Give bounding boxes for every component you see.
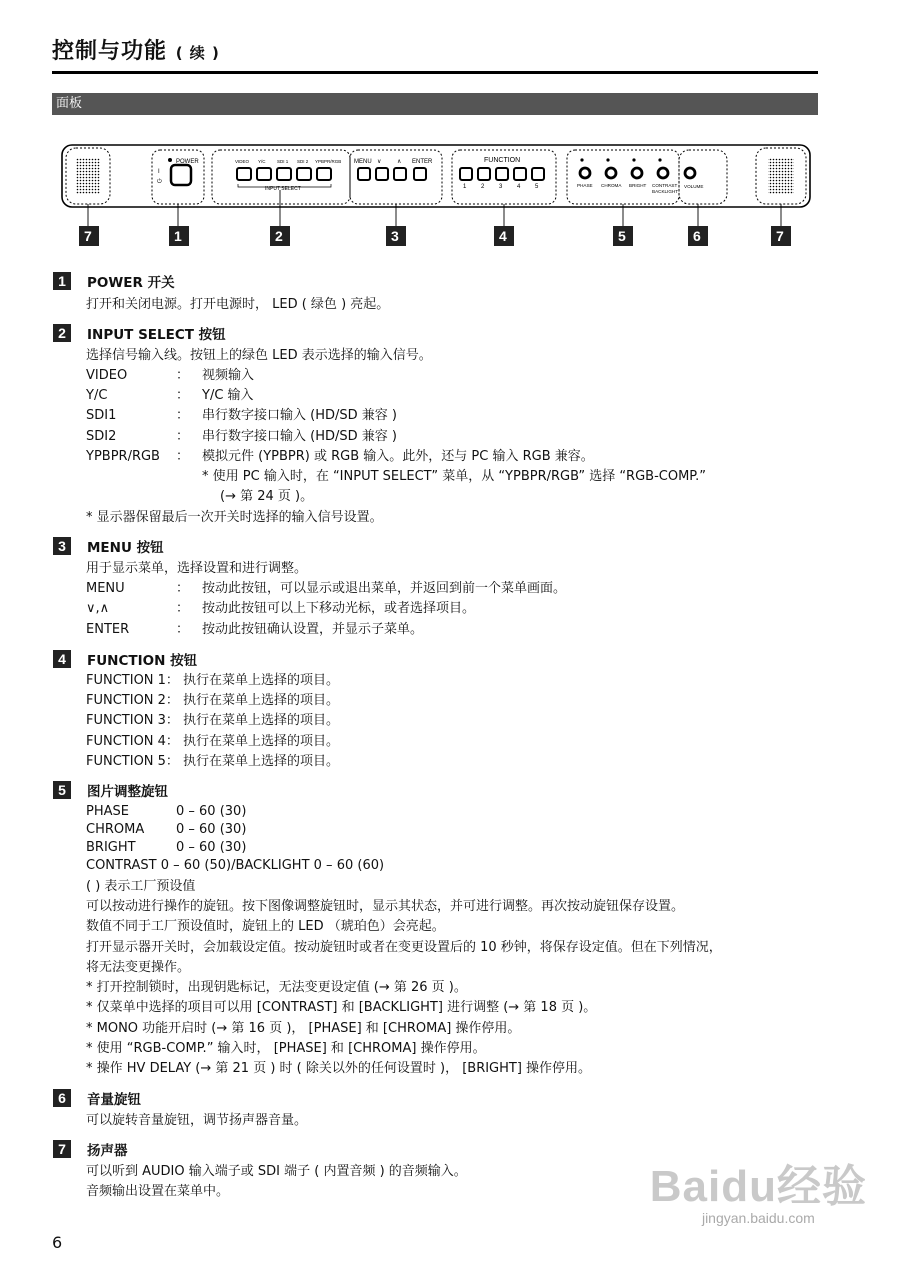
svg-text:4: 4 <box>517 184 521 190</box>
svg-text:1: 1 <box>174 228 182 244</box>
function-label: FUNCTION <box>484 157 521 164</box>
list-item: FUNCTION 3： 执行在菜单上选择的项目。 <box>86 713 340 728</box>
svg-text:YPBPR/RGB: YPBPR/RGB <box>315 159 342 164</box>
list-item: VIDEO ： 视频输入 <box>86 368 255 383</box>
list-item: MENU ： 按动此按钮，可以显示或退出菜单，并返回到前一个菜单画面。 <box>86 581 567 596</box>
list-item: CHROMA 0 – 60 (30) <box>86 822 247 837</box>
section-7-heading: 7 扬声器 <box>53 1139 128 1159</box>
list-item: SDI2 ： 串行数字接口输入 (HD/SD 兼容 ) <box>86 429 397 444</box>
list-item: SDI1 ： 串行数字接口输入 (HD/SD 兼容 ) <box>86 408 397 423</box>
svg-text:7: 7 <box>776 228 784 244</box>
speaker-right-grille-icon <box>768 158 794 194</box>
list-item: FUNCTION 1： 执行在菜单上选择的项目。 <box>86 673 340 688</box>
volume-knob[interactable] <box>685 168 695 178</box>
list-item: CONTRAST 0 – 60 (50)/BACKLIGHT 0 – 60 (60) <box>86 858 385 873</box>
section-3-heading: 3 MENU 按钮 <box>53 536 164 556</box>
speaker-left-grille-icon <box>76 158 100 194</box>
svg-text:7: 7 <box>84 228 92 244</box>
svg-text:3: 3 <box>391 228 399 244</box>
svg-text:2: 2 <box>481 184 485 190</box>
svg-text:I: I <box>158 169 160 175</box>
title-rule <box>52 71 818 74</box>
svg-text:5: 5 <box>618 228 626 244</box>
list-item: PHASE 0 – 60 (30) <box>86 804 247 819</box>
front-panel-diagram <box>52 140 812 250</box>
list-item: FUNCTION 2： 执行在菜单上选择的项目。 <box>86 693 340 708</box>
svg-text:⏻: ⏻ <box>157 179 162 185</box>
svg-text:5: 5 <box>535 184 539 190</box>
svg-text:∨: ∨ <box>377 159 382 165</box>
svg-text:CHROMA: CHROMA <box>601 183 622 188</box>
svg-text:∧: ∧ <box>397 159 402 165</box>
page-number: 6 <box>52 1233 63 1252</box>
input-select-buttons <box>237 168 331 180</box>
svg-text:MENU: MENU <box>354 159 372 165</box>
watermark: Baidu经验 jingyan.baidu.com <box>649 1162 867 1226</box>
svg-text:6: 6 <box>693 228 701 244</box>
list-item: FUNCTION 5： 执行在菜单上选择的项目。 <box>86 754 340 769</box>
svg-text:BACKLIGHT: BACKLIGHT <box>652 189 679 194</box>
list-item: ∨,∧ ： 按动此按钮可以上下移动光标，或者选择项目。 <box>86 601 476 616</box>
page-title: 控制与功能 ( 续 ) <box>52 39 220 64</box>
svg-text:2: 2 <box>275 228 283 244</box>
input-select-label: INPUT SELECT <box>265 186 301 192</box>
svg-text:3: 3 <box>499 184 503 190</box>
section-4-heading: 4 FUNCTION 按钮 <box>53 649 197 669</box>
svg-text:VIDEO: VIDEO <box>235 159 250 164</box>
list-item: Y/C ： Y/C 输入 <box>86 388 254 403</box>
svg-text:BRIGHT: BRIGHT <box>629 183 647 188</box>
section-1-text: 打开和关闭电源。打开电源时， LED ( 绿色 ) 亮起。 <box>86 297 390 312</box>
power-label: POWER <box>176 159 199 165</box>
panel-body <box>62 145 810 207</box>
power-switch[interactable] <box>171 165 191 185</box>
svg-text:1: 1 <box>463 184 467 190</box>
svg-text:CONTRAST: CONTRAST <box>652 183 678 188</box>
section-1-heading: 1 POWER 开关 <box>53 271 175 291</box>
list-item: ENTER ： 按动此按钮确认设置，并显示子菜单。 <box>86 622 424 637</box>
svg-text:4: 4 <box>499 228 507 244</box>
section-2-heading: 2 INPUT SELECT 按钮 <box>53 323 226 343</box>
section-6-heading: 6 音量旋钮 <box>53 1088 141 1108</box>
svg-text:Y/C: Y/C <box>258 159 266 164</box>
list-item: BRIGHT 0 – 60 (30) <box>86 840 247 855</box>
svg-text:SDI 2: SDI 2 <box>297 159 309 164</box>
svg-text:PHASE: PHASE <box>577 183 593 188</box>
svg-text:SDI 1: SDI 1 <box>277 159 289 164</box>
section-bar-panel: 面板 <box>52 93 818 115</box>
list-item: YPBPR/RGB ： 模拟元件 (YPBPR) 或 RGB 输入。此外，还与 PC 输入 RGB 兼容。 <box>86 449 594 464</box>
svg-text:ENTER: ENTER <box>412 159 433 165</box>
svg-text:VOLUME: VOLUME <box>684 184 704 189</box>
list-item: FUNCTION 4： 执行在菜单上选择的项目。 <box>86 734 340 749</box>
section-5-heading: 5 图片调整旋钮 <box>53 780 168 800</box>
